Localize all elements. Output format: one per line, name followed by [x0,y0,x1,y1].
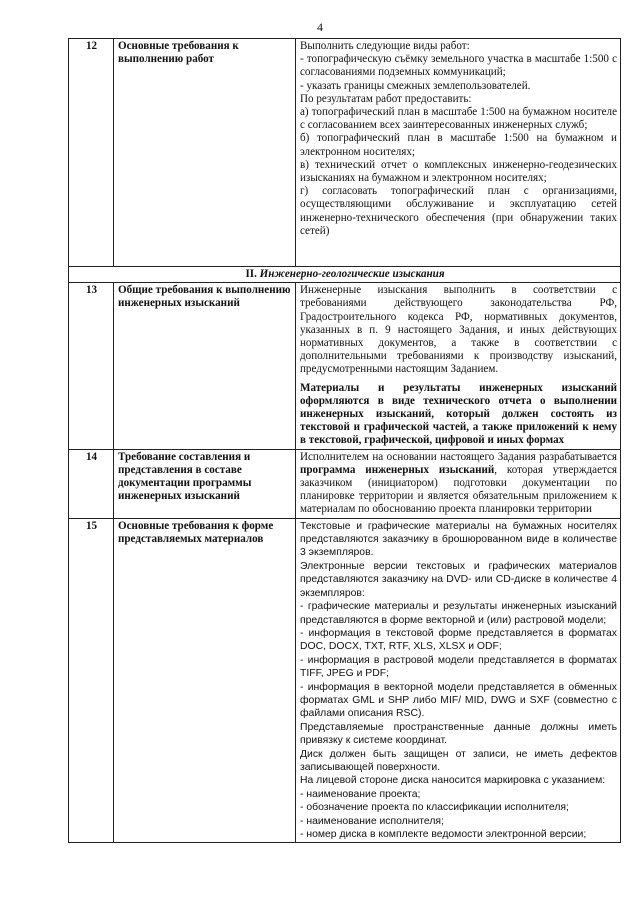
desc-line: г) согласовать топографический план с организациями, осуществляющими обслуживание и эксплуатацию сетей инженерно-технического обеспечения (при обнаружении таких сетей) [300,185,617,237]
desc-text: Исполнителем на основании настоящего Задания разрабатывается [300,450,617,463]
desc-line: Электронные версии текстовых и графических материалов представляются заказчику на DVD- или CD-диске в количестве 4 экземпляров: [300,560,617,599]
desc-line: - информация в векторной модели представляется в обменных форматах GML и SHP либо MIF/ MID, DWG и SXF (совместно с файлами описания RSC). [300,681,617,720]
section-row [69,267,621,283]
row-number: 14 [69,449,114,518]
requirement-name: Основные требования к форме представляемых материалов [114,518,296,843]
desc-line: - наименование исполнителя; [300,815,444,827]
desc-line: - информация в текстовой форме представляется в форматах DOC, DOCX, TXT, RTF, XLS, XLSX и ODF; [300,627,617,653]
section-heading [69,267,621,283]
desc-line: Представляемые пространственные данные должны иметь привязку к системе координат. [300,721,617,747]
desc-text-bold: программа инженерных изысканий [300,463,495,476]
desc-line: Выполнить следующие виды работ: [300,40,470,52]
requirement-description [296,39,621,267]
section-number: II. [245,268,257,280]
desc-line: - информация в растровой модели представляется в форматах TIFF, JPEG и PDF; [300,654,617,680]
desc-line: На лицевой стороне диска наносится маркировка с указанием: [300,775,606,787]
desc-line: а) топографический план в масштабе 1:500 на бумажном носителе с согласованием всех заинтересованных инженерных служб; [300,106,617,132]
desc-line: - указать границы смежных землепользователей. [300,79,531,92]
desc-line: - графические материалы и результаты инженерных изысканий представляются в форме векторной и (или) растровой модели; [300,601,617,626]
desc-text: , которая утверждается заказчиком (инициатором) подготовки документации по планировке территории и является обязательным приложением к материалам по обоснованию проекта планировки территории [300,463,617,516]
desc-line: - топографическую съёмку земельного участка в масштабе 1:500 с согласованиями подземных коммуникаций; [300,53,617,79]
desc-paragraph: Инженерные изыскания выполнить в соответствии с требованиями действующего законодательства РФ, Градостроительного кодекса РФ, нормативных документов, указанных в п. 9 настоящего Задания, и иных действующих нормативных документов, а также в соответствии с дополнительными требованиями к производству изысканий, предусмотренными настоящим Заданием. [300,284,617,376]
section-title: Инженерно-геологические изыскания [259,268,445,280]
desc-line: в) технический отчет о комплексных инженерно-геодезических изысканиях на бумажном и электронном носителях; [300,158,617,185]
desc-paragraph-bold: Материалы и результаты инженерных изысканий оформляются в виде технического отчета о выполнении инженерных изысканий, который должен состоять из текстовой и графической частей, а также приложений к нему в текстовой, графической, цифровой и иных формах [300,381,617,447]
desc-line: - номер диска в комплекте ведомости электронной версии; [300,829,587,840]
table-row [69,518,621,843]
row-number: 13 [69,283,114,449]
requirements-table [68,38,621,843]
requirement-name: Основные требования к выполнению работ [114,39,296,267]
row-number: 15 [69,518,114,843]
requirement-name: Общие требования к выполнению инженерных изысканий [114,283,296,449]
desc-line: - обозначение проекта по классификации исполнителя; [300,802,569,814]
table-row [69,39,621,267]
desc-line: По результатам работ предоставить: [300,92,472,105]
desc-line: Диск должен быть защищен от записи, не иметь дефектов записывающей поверхности. [300,748,617,773]
requirement-description [296,449,621,518]
desc-line: - наименование проекта; [300,788,421,800]
page-number: 4 [317,20,323,34]
desc-line: Текстовые и графические материалы на бумажных носителях представляются заказчику в брошюрованном виде в количестве 3 экземпляров. [300,520,617,559]
row-number: 12 [69,39,114,267]
table-row [69,449,621,518]
desc-line: б) топографический план в масштабе 1:500 на бумажном и электронном носителях; [300,132,617,158]
requirement-name: Требование составления и представления в составе документации программы инженерных изысканий [114,449,296,518]
requirement-description [296,283,621,449]
table-row [69,283,621,449]
requirement-description [296,518,621,843]
